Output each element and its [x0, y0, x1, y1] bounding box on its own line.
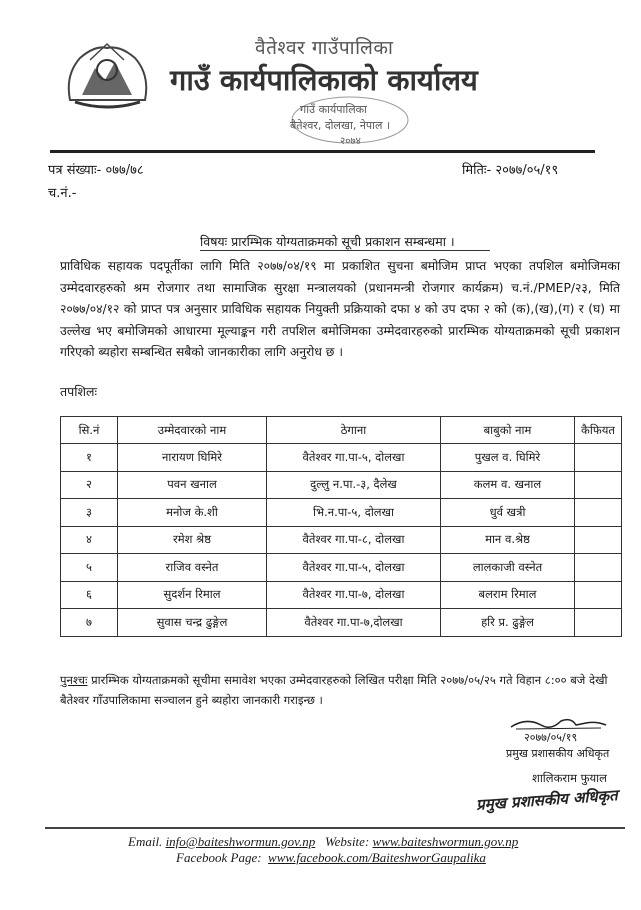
- website-label: Website:: [315, 834, 373, 849]
- dispatch-number: च.नं.-: [48, 186, 77, 201]
- seal-year: २०७४: [340, 136, 361, 147]
- cell-address: वैतेश्वर गा.पा-८, दोलखा: [267, 526, 441, 554]
- col-header-father: बाबुको नाम: [441, 417, 575, 444]
- cell-name: रमेश श्रेष्ठ: [118, 526, 267, 554]
- cell-sn: ६: [61, 581, 118, 609]
- cell-father: लालकाजी वस्नेत: [441, 554, 575, 582]
- cell-remarks: [575, 526, 622, 554]
- candidate-table-body: [61, 444, 622, 637]
- signature-date: २०७७/०५/१९: [524, 731, 578, 744]
- table-header-row: [61, 417, 622, 444]
- letter-date: मितिः- २०७७/०५/१९: [462, 163, 559, 178]
- nepal-emblem-icon: [60, 40, 155, 112]
- cell-father: कलम व. खनाल: [441, 471, 575, 499]
- email-label: Email.: [128, 834, 166, 849]
- office-title: गाउँ कार्यपालिकाको कार्यालय: [170, 63, 478, 97]
- website-link[interactable]: www.baiteshwormun.gov.np: [372, 834, 519, 849]
- cell-remarks: [575, 581, 622, 609]
- col-header-remarks: कैफियत: [575, 417, 622, 444]
- signatory-title: प्रमुख प्रशासकीय अधिकृत: [506, 747, 610, 760]
- table-row: [61, 471, 622, 499]
- cell-father: मान व.श्रेष्ठ: [441, 526, 575, 554]
- postscript-label: पुनश्चः: [60, 673, 88, 687]
- cell-remarks: [575, 554, 622, 582]
- subject-underline: [200, 250, 490, 251]
- seal-line-1: गाउँ कार्यपालिका: [300, 103, 367, 116]
- table-row: [61, 581, 622, 609]
- col-header-sn: सि.नं: [61, 417, 118, 444]
- cell-remarks: [575, 609, 622, 637]
- cell-sn: ४: [61, 526, 118, 554]
- cell-father: धुर्व खत्री: [441, 499, 575, 527]
- postscript: [60, 670, 620, 710]
- cell-father: पुखल व. घिमिरे: [441, 444, 575, 472]
- details-label: तपशिलः: [60, 384, 97, 399]
- cell-father: बलराम रिमाल: [441, 581, 575, 609]
- cell-name: सुदर्शन रिमाल: [118, 581, 267, 609]
- cell-sn: २: [61, 471, 118, 499]
- cell-sn: ५: [61, 554, 118, 582]
- cell-name: नारायण घिमिरे: [118, 444, 267, 472]
- designation-stamp: प्रमुख प्रशासकीय अधिकृत: [475, 786, 619, 814]
- cell-name: सुवास चन्द्र ढुङ्गेल: [118, 609, 267, 637]
- col-header-name: उम्मेदवारको नाम: [118, 417, 267, 444]
- reference-number: पत्र संख्याः- ०७७/७८: [48, 163, 144, 178]
- signatory-name: शालिकराम फुयाल: [532, 771, 607, 785]
- cell-remarks: [575, 444, 622, 472]
- cell-address: वैतेश्वर गा.पा-५, दोलखा: [267, 444, 441, 472]
- table-row: [61, 554, 622, 582]
- seal-line-2: बैतेश्वर, दोलखा, नेपाल ।: [290, 119, 391, 132]
- cell-address: दुल्लु न.पा.-३, दैलेख: [267, 471, 441, 499]
- cell-remarks: [575, 471, 622, 499]
- cell-sn: ३: [61, 499, 118, 527]
- cell-address: वैतेश्वर गा.पा-७, दोलखा: [267, 581, 441, 609]
- table-row: [61, 609, 622, 637]
- cell-sn: ७: [61, 609, 118, 637]
- header-divider: [50, 150, 595, 153]
- cell-address: भि.न.पा-५, दोलखा: [267, 499, 441, 527]
- col-header-address: ठेगाना: [267, 417, 441, 444]
- cell-address: वैतेश्वर गा.पा-५, दोलखा: [267, 554, 441, 582]
- cell-father: हरि प्र. ढुङ्गेल: [441, 609, 575, 637]
- cell-name: मनोज के.शी: [118, 499, 267, 527]
- table-row: [61, 526, 622, 554]
- cell-address: वैतेश्वर गा.पा-७,दोलखा: [267, 609, 441, 637]
- cell-name: राजिव वस्नेत: [118, 554, 267, 582]
- footer-contact: [128, 834, 518, 850]
- footer-divider: [45, 827, 625, 829]
- cell-remarks: [575, 499, 622, 527]
- facebook-link[interactable]: www.facebook.com/BaiteshworGaupalika: [268, 850, 486, 865]
- facebook-label: Facebook Page:: [176, 850, 269, 865]
- subject-line: विषयः प्रारम्भिक योग्यताक्रमको सूची प्रकाशन सम्बन्धमा ।: [200, 234, 455, 249]
- office-name: वैतेश्वर गाउँपालिका: [255, 37, 394, 59]
- postscript-text: प्रारम्भिक योग्यताक्रमको सूचीमा समावेश भएका उम्मेदवारहरुको लिखित परीक्षा मिति २०७७/०५/२५ गते विहान ८:०० बजे देखी बैतेश्वर गाँउपालिकामा सञ्चालन हुने ब्यहोरा जानकारी गराइन्छ ।: [60, 673, 608, 707]
- email-link[interactable]: info@baiteshwormun.gov.np: [165, 834, 316, 849]
- candidate-table: [60, 416, 622, 637]
- letter-body: प्राविधिक सहायक पदपूर्तीका लागि मिति २०७७/०४/१९ मा प्रकाशित सुचना बमोजिम प्राप्त भएका तपशिल बमोजिमका उम्मेदवारहरुको श्रम रोजगार तथा सामाजिक सुरक्षा मन्त्रालयको (प्रधानमन्त्री रोजगार कार्यक्रम) च.नं./PMEP/२३, मिति २०७७/०४/१२ को प्राप्त पत्र अनुसार प्राविधिक सहायक नियुक्ती प्रक्रियाको दफा ४ को उप दफा २ को (क),(ख),(ग) र (घ) मा उल्लेख भए बमोजिमको आधारमा मूल्याङ्कन गरी तपशिल बमोजिमका उम्मेदवारहरुको प्रारम्भिक योग्यताक्रमको सूची प्रकाशन गरिएको ब्यहोरा सम्बन्धित सबैको जानकारीका लागि अनुरोध छ ।: [60, 259, 620, 359]
- cell-name: पवन खनाल: [118, 471, 267, 499]
- table-row: [61, 499, 622, 527]
- table-row: [61, 444, 622, 472]
- footer-facebook: [176, 850, 486, 866]
- cell-sn: १: [61, 444, 118, 472]
